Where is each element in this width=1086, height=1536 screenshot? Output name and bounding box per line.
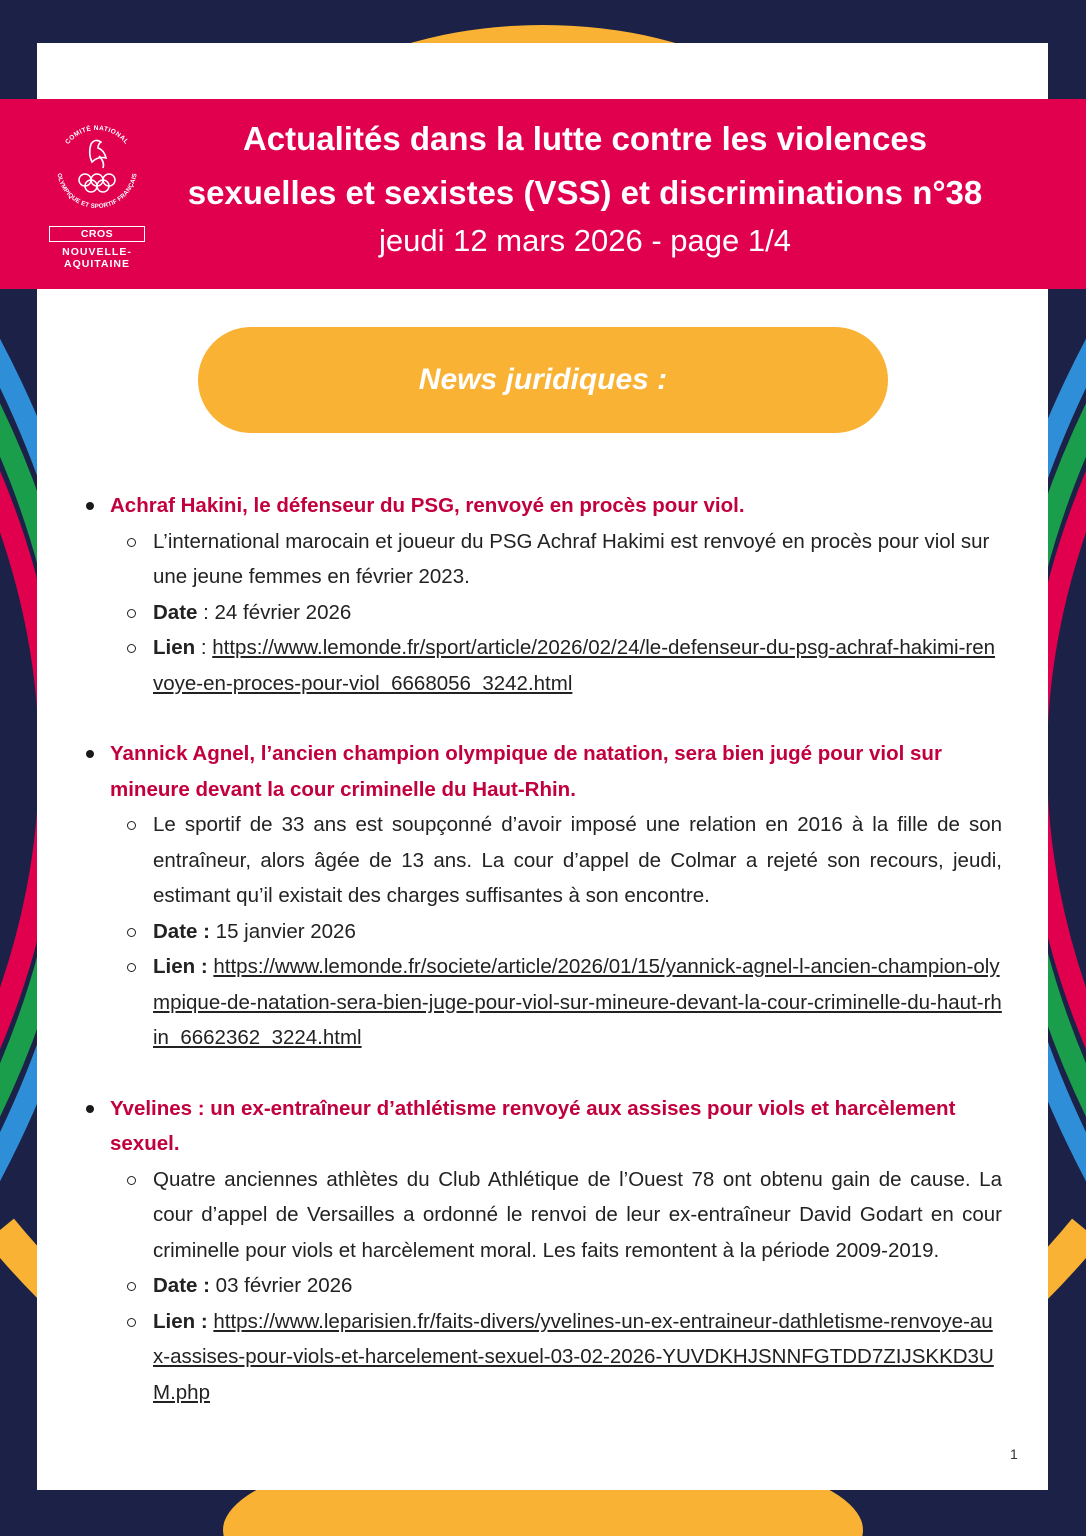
svg-text:OLYMPIQUE ET SPORTIF FRANÇAIS: OLYMPIQUE ET SPORTIF FRANÇAIS <box>55 172 139 211</box>
article-title: Achraf Hakini, le défenseur du PSG, renvoyé en procès pour viol. <box>110 488 1002 524</box>
article-date: Date : 15 janvier 2026 <box>153 914 1002 950</box>
article-link: Lien : https://www.leparisien.fr/faits-divers/yvelines-un-ex-entraineur-dathletisme-renvoye-aux-assises-pour-viols-et-harcelement-sexuel-03-02-2026-YUVDKHJSNNFGTDD7ZIJSKKD3UM.php <box>153 1304 1002 1411</box>
cros-badge: CROS <box>49 226 145 242</box>
page-number: 1 <box>1010 1446 1018 1462</box>
article-item <box>110 736 1002 1056</box>
issue-date: jeudi 12 mars 2026 - page 1/4 <box>379 223 791 258</box>
section-heading: News juridiques : <box>198 327 888 433</box>
article-title: Yannick Agnel, l’ancien champion olympique de natation, sera bien jugé pour viol sur mineure devant la cour criminelle du Haut-Rhin. <box>110 736 1002 807</box>
newsletter-title <box>150 112 1020 266</box>
region-label: NOUVELLE- AQUITAINE <box>62 246 132 270</box>
article-link: Lien : https://www.lemonde.fr/societe/article/2026/01/15/yannick-agnel-l-ancien-champion-olympique-de-natation-sera-bien-juge-pour-viol-sur-mineure-devant-la-cour-criminelle-du-haut-rhin_6662362_3224.html <box>153 949 1002 1056</box>
title-line-1: Actualités dans la lutte contre les violences <box>242 120 928 157</box>
olympic-rings-icon <box>79 174 115 192</box>
article-item <box>110 488 1002 701</box>
article-date: Date : 24 février 2026 <box>153 595 1002 631</box>
article-summary: Quatre anciennes athlètes du Club Athlétique de l’Ouest 78 ont obtenu gain de cause. La cour d’appel de Versailles a ordonné le renvoi de leur ex-entraîneur David Godart en cour criminelle pour viols et harcèlement moral. Les faits remontent à la période 2009-2019. <box>153 1162 1002 1269</box>
article-item <box>110 1091 1002 1411</box>
article-date: Date : 03 février 2026 <box>153 1268 1002 1304</box>
articles-list <box>110 488 1002 1445</box>
article-url[interactable]: https://www.lemonde.fr/societe/article/2026/01/15/yannick-agnel-l-ancien-champion-olympique-de-natation-sera-bien-juge-pour-viol-sur-mineure-devant-la-cour-criminelle-du-haut-rhin_6662362_3224.html <box>153 955 1002 1049</box>
rooster-icon <box>90 140 106 168</box>
svg-text:COMITÉ NATIONAL: COMITÉ NATIONAL <box>64 124 130 146</box>
article-url[interactable]: https://www.lemonde.fr/sport/article/2026/02/24/le-defenseur-du-psg-achraf-hakimi-renvoye-en-proces-pour-viol_6668056_3242.html <box>153 636 996 695</box>
title-line-2: sexuelles et sexistes (VSS) et discriminations n°38 <box>187 174 983 211</box>
article-title: Yvelines : un ex-entraîneur d’athlétisme renvoyé aux assises pour viols et harcèlement sexuel. <box>110 1091 1002 1162</box>
article-summary: L’international marocain et joueur du PSG Achraf Hakimi est renvoyé en procès pour viol sur une jeune femmes en février 2023. <box>153 524 1002 595</box>
article-link: Lien : https://www.lemonde.fr/sport/article/2026/02/24/le-defenseur-du-psg-achraf-hakimi-renvoye-en-proces-pour-viol_6668056_3242.html <box>153 630 1002 701</box>
article-summary: Le sportif de 33 ans est soupçonné d’avoir imposé une relation en 2016 à la fille de son entraîneur, alors âgée de 13 ans. La cour d’appel de Colmar a rejeté son recours, jeudi, estimant qu’il existait des charges suffisantes à son encontre. <box>153 807 1002 914</box>
article-url[interactable]: https://www.leparisien.fr/faits-divers/yvelines-un-ex-entraineur-dathletisme-renvoye-aux-assises-pour-viols-et-harcelement-sexuel-03-02-2026-YUVDKHJSNNFGTDD7ZIJSKKD3UM.php <box>153 1309 994 1404</box>
